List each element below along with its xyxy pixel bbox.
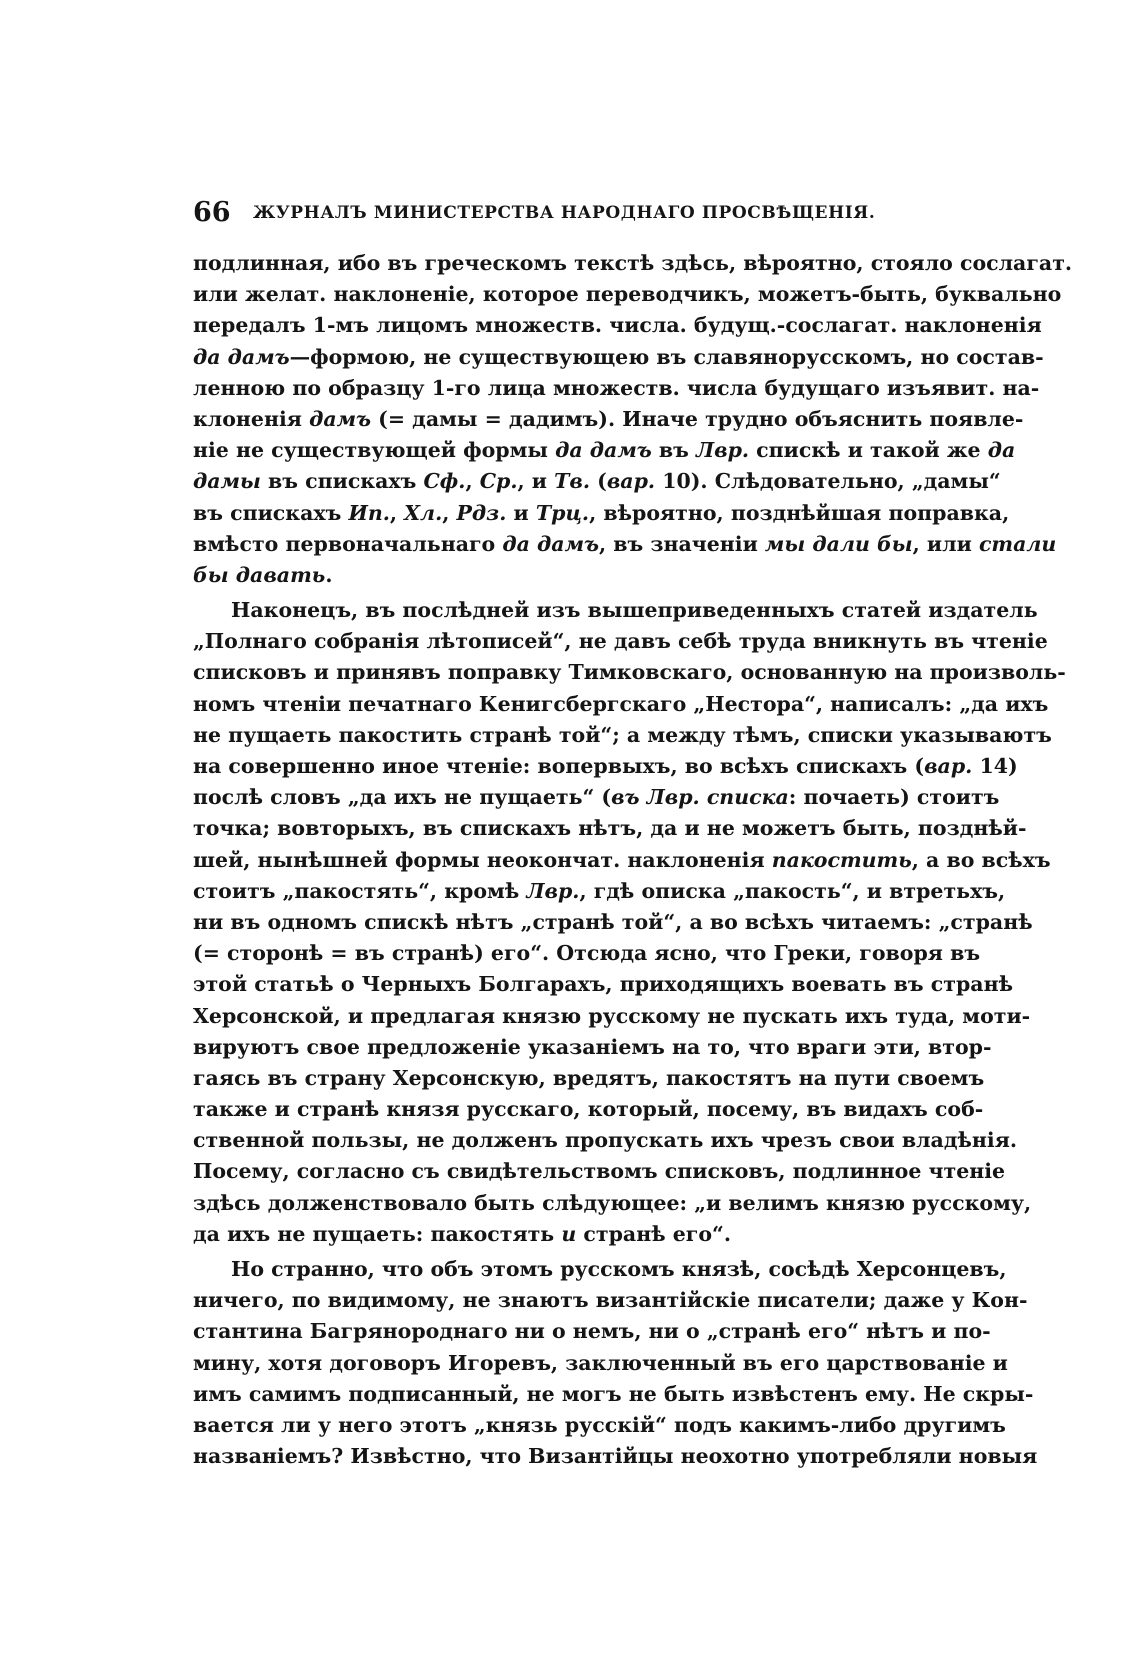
text-run: на совершенно иное чтеніе: вопервыхъ, во всѣхъ спискахъ ( — [193, 754, 925, 778]
text-run: вается ли у него этотъ „князь русскій“ подъ какимъ-либо другимъ — [193, 1412, 1006, 1437]
italic-run: Рдз. — [456, 500, 507, 525]
text-run: Посему, согласно съ свидѣтельствомъ списковъ, подлинное чтеніе — [193, 1159, 1006, 1184]
paragraph-2 — [193, 595, 1066, 1250]
text-line — [193, 529, 1057, 560]
text-run: въ спискахъ — [260, 469, 424, 494]
text-run: странѣ его“. — [576, 1221, 731, 1246]
text-line — [193, 248, 1073, 279]
italic-run: да дамъ — [502, 531, 599, 556]
text-run: мину, хотя договоръ Игоревъ, заключенный въ его царствованіе и — [193, 1350, 1008, 1375]
journal-title: ЖУРНАЛЪ МИНИСТЕРСТВА НАРОДНАГО ПРОСВѢЩЕНІЯ. — [253, 203, 876, 223]
italic-run: Лвр. — [526, 878, 580, 903]
text-line — [193, 1063, 985, 1094]
text-run: Но странно, что объ этомъ русскомъ князѣ, сосѣдѣ Херсонцевъ, — [231, 1257, 1007, 1281]
text-line — [193, 1410, 1006, 1441]
text-run: , гдѣ описка „пакость“, и втретьхъ, — [579, 878, 1006, 903]
text-line — [193, 1316, 991, 1347]
page-number: 66 — [193, 197, 231, 228]
italic-run: Тв. — [554, 469, 590, 494]
text-run: этой статьѣ о Черныхъ Болгарахъ, приходящихъ воевать въ странѣ — [193, 972, 1013, 997]
text-run: также и странѣ князя русскаго, который, посему, въ видахъ соб- — [193, 1097, 984, 1122]
text-run: , — [389, 500, 405, 525]
text-run: въ спискахъ — [193, 500, 349, 525]
text-run: подлинная, ибо въ греческомъ текстѣ здѣсь, вѣроятно, стояло сослагат. — [193, 251, 1073, 275]
text-run: вмѣсто первоначальнаго — [193, 531, 503, 556]
text-run: имъ самимъ подписанный, не могъ не быть извѣстенъ ему. Не скры- — [193, 1381, 1034, 1406]
text-line — [193, 1348, 1008, 1379]
text-run: Наконецъ, въ послѣдней изъ вышеприведенныхъ статей издатель — [231, 598, 1038, 623]
text-run: спискѣ и такой же — [749, 438, 988, 463]
text-run: послѣ словъ „да ихъ не пущаеть“ ( — [193, 785, 612, 810]
text-run: , — [465, 469, 480, 494]
text-line — [193, 498, 1010, 529]
text-run: ( — [590, 469, 607, 494]
text-run: „Полнаго собранія лѣтописей“, не давъ себѣ труда вникнуть въ чтеніе — [193, 629, 1048, 654]
italic-run: дамъ — [309, 406, 371, 431]
text-line — [193, 1094, 984, 1125]
text-run: въ — [651, 438, 696, 463]
italic-run: да дамъ — [193, 344, 290, 369]
text-line — [193, 1188, 1032, 1219]
italic-run: дамы — [193, 469, 261, 494]
text-line — [193, 938, 981, 969]
italic-run: Лвр. — [695, 438, 750, 463]
text-line — [193, 373, 1040, 404]
italic-run: мы дали бы — [764, 531, 913, 556]
text-run: точка; вовторыхъ, въ спискахъ нѣтъ, да и не можетъ быть, позднѣй- — [193, 816, 1027, 841]
italic-run: да — [987, 438, 1016, 463]
text-line — [193, 310, 1042, 341]
text-run: стантина Багрянороднаго ни о немъ, ни о „странѣ его“ нѣтъ и по- — [193, 1319, 991, 1344]
text-line — [193, 1285, 1028, 1316]
text-line — [193, 1125, 1017, 1156]
italic-run: Трц. — [535, 500, 590, 525]
italic-run: стали — [978, 531, 1057, 556]
text-run: стоитъ „пакостять“, кромѣ — [193, 878, 527, 903]
italic-run: бы давать — [193, 562, 326, 587]
text-run: ни въ одномъ спискѣ нѣтъ „странѣ той“, а во всѣхъ читаемъ: „странѣ — [193, 909, 1033, 934]
text-run: и — [506, 500, 536, 525]
text-run: , а во всѣхъ — [911, 847, 1051, 872]
text-run: , въ значеніи — [598, 531, 765, 556]
text-run: ніе не существующей формы — [193, 438, 556, 463]
text-run: здѣсь долженствовало быть слѣдующее: „и велимъ князю русскому, — [193, 1190, 1032, 1215]
italic-run: да дамъ — [555, 438, 652, 463]
text-run: да ихъ не пущаеть: пакостять — [193, 1221, 562, 1246]
italic-run: пакостить — [771, 847, 912, 872]
italic-run: Ср. — [479, 469, 518, 494]
text-line — [193, 657, 1066, 688]
text-line — [193, 1254, 1007, 1285]
text-line — [193, 969, 1013, 1000]
text-run: : почаеть) стоитъ — [788, 785, 1000, 810]
text-run: вируютъ свое предложеніе указаніемъ на то, что враги эти, втор- — [193, 1034, 992, 1059]
text-line — [193, 751, 1018, 782]
text-run: ственной пользы, не долженъ пропускать ихъ чрезъ свои владѣнія. — [193, 1128, 1017, 1153]
text-line — [193, 1032, 992, 1063]
text-run: Херсонской, и предлагая князю русскому не пускать ихъ туда, моти- — [193, 1003, 1031, 1028]
italic-run: вар. — [924, 754, 973, 778]
text-line — [193, 813, 1027, 844]
text-run: ничего, по видимому, не знаютъ византійскіе писатели; даже у Кон- — [193, 1288, 1028, 1313]
text-line — [193, 782, 1000, 813]
paragraph-3 — [193, 1254, 1038, 1472]
text-line — [193, 435, 1016, 466]
italic-run: вар. — [606, 469, 656, 494]
text-run: названіемъ? Извѣстно, что Византійцы неохотно употребляли новыя — [193, 1444, 1038, 1469]
text-run: передалъ 1-мъ лицомъ множеств. числа. будущ.-сослагат. наклоненія — [193, 313, 1042, 338]
text-line — [193, 1219, 947, 1250]
text-run: , и — [517, 469, 555, 494]
text-line — [193, 466, 1001, 497]
text-line — [193, 1156, 1006, 1187]
text-line — [193, 689, 1049, 720]
italic-run: и — [561, 1221, 577, 1246]
italic-run: Хл. — [404, 500, 443, 525]
text-run: —формою, не существующею въ славянорусскомъ, но состав- — [289, 344, 1044, 369]
text-run: , или — [912, 531, 979, 556]
text-line — [193, 560, 947, 591]
italic-run: въ Лвр. списка — [611, 785, 789, 810]
body-text — [193, 248, 1073, 1472]
text-line — [193, 720, 1052, 751]
text-line — [193, 876, 1006, 907]
text-run: , вѣроятно, позднѣйшая поправка, — [589, 500, 1010, 525]
text-run: (= дамы = дадимъ). Иначе трудно объяснить появле- — [371, 406, 1024, 431]
text-run: 10). Слѣдовательно, „дамы“ — [655, 469, 1001, 494]
text-line — [193, 342, 1044, 373]
text-run: списковъ и принявъ поправку Тимковскаго, основанную на произволь- — [193, 660, 1066, 685]
text-run: или желат. наклоненіе, которое переводчикъ, можетъ-быть, буквально — [193, 282, 1062, 307]
italic-run: Ип. — [348, 500, 390, 525]
text-line — [193, 626, 1048, 657]
text-run: клоненія — [193, 406, 310, 431]
text-line — [193, 1001, 1031, 1032]
text-line — [193, 595, 1038, 626]
text-run: шей, нынѣшней формы неокончат. наклоненія — [193, 847, 772, 872]
text-run: (= сторонѣ = въ странѣ) его“. Отсюда ясно, что Греки, говоря въ — [193, 941, 981, 966]
running-head — [193, 196, 953, 230]
text-line — [193, 1441, 1038, 1472]
text-run: , — [442, 500, 457, 525]
text-run: гаясь въ страну Херсонскую, вредятъ, пакостятъ на пути своемъ — [193, 1065, 985, 1090]
text-line — [193, 1379, 1034, 1410]
text-run: . — [325, 562, 333, 587]
text-line — [193, 907, 1033, 938]
text-line — [193, 279, 1062, 310]
italic-run: Сф. — [423, 469, 466, 494]
text-line — [193, 404, 1024, 435]
text-line — [193, 845, 1051, 876]
text-run: 14) — [972, 754, 1018, 778]
paragraph-1 — [193, 248, 1073, 591]
text-run: не пущаеть пакостить странѣ той“; а между тѣмъ, списки указываютъ — [193, 722, 1052, 747]
text-run: ленною по образцу 1-го лица множеств. числа будущаго изъявит. на- — [193, 375, 1040, 400]
text-run: номъ чтеніи печатнаго Кенигсбергскаго „Нестора“, написалъ: „да ихъ — [193, 691, 1049, 716]
